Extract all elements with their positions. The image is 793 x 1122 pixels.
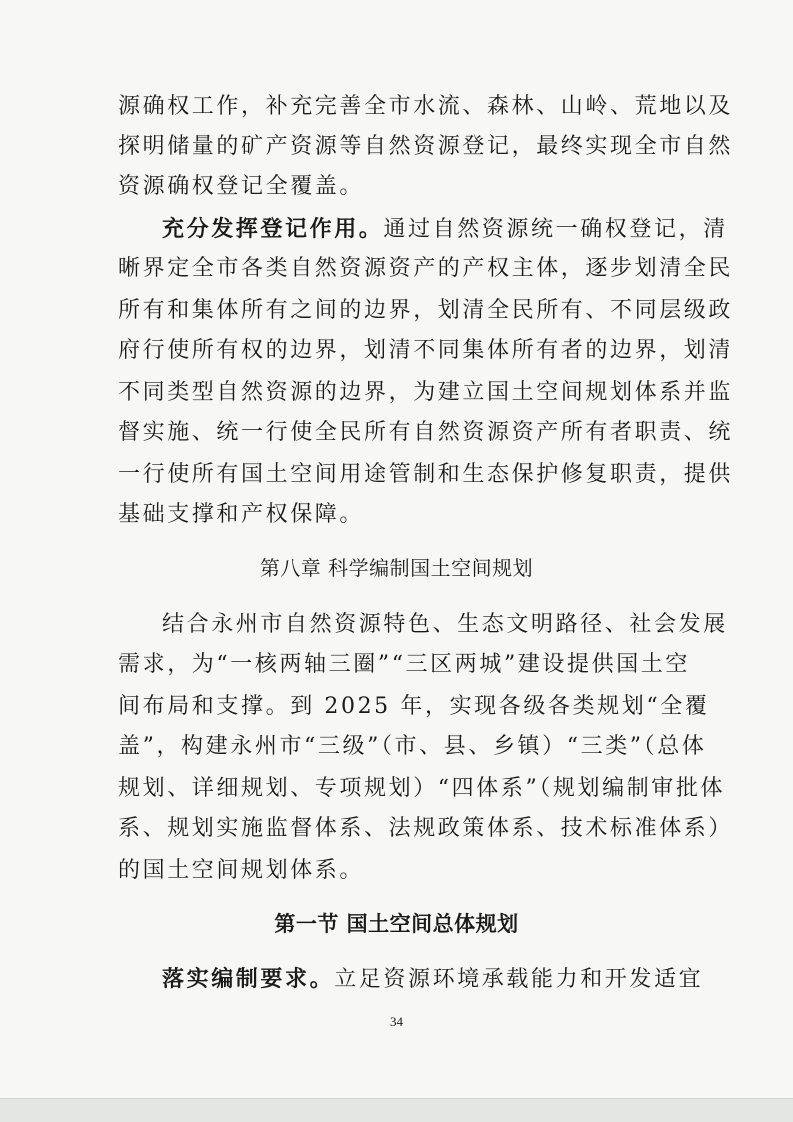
page-number: 34 [390, 1014, 403, 1029]
body-line: 探明储量的矿产资源等自然资源登记，最终实现全市自然 [118, 134, 734, 159]
body-line: 督实施、统一行使全民所有自然资源资产所有者职责、统 [118, 420, 734, 445]
body-line: 府行使所有权的边界，划清不同集体所有者的边界，划清 [118, 338, 734, 363]
paragraph-text: 通过自然资源统一确权登记，清 [383, 217, 728, 242]
body-line: 资源确权登记全覆盖。 [118, 174, 365, 199]
paragraph-lead: 充分发挥登记作用。 [162, 216, 384, 242]
body-line: 结合永州市自然资源特色、生态文明路径、社会发展 [162, 612, 728, 637]
body-line: 所有和集体所有之间的边界，划清全民所有、不同层级政 [118, 298, 734, 323]
paragraph-lead: 落实编制要求。 [162, 966, 335, 992]
body-line: 的国土空间规划体系。 [118, 858, 365, 883]
body-line: 系、规划实施监督体系、法规政策体系、技术标准体系） [118, 816, 734, 841]
body-line: 不同类型自然资源的边界，为建立国土空间规划体系并监 [118, 380, 734, 405]
body-line: 晰界定全市各类自然资源资产的产权主体，逐步划清全民 [118, 256, 734, 281]
paragraph-first-line [162, 214, 728, 245]
body-line: 基础支撑和产权保障。 [118, 502, 365, 527]
section-heading: 第一节 国土空间总体规划 [274, 911, 519, 936]
chapter-heading: 第八章 科学编制国土空间规划 [259, 556, 534, 580]
body-line: 源确权工作，补充完善全市水流、森林、山岭、荒地以及 [118, 94, 734, 119]
body-line: 规划、详细规划、专项规划）“四体系”（规划编制审批体 [118, 776, 726, 801]
body-line: 一行使所有国土空间用途管制和生态保护修复职责，提供 [118, 462, 734, 487]
paragraph-text: 立足资源环境承载能力和开发适宜 [334, 967, 704, 992]
body-line: 间布局和支撑。到 2025 年，实现各级各类规划“全覆 [118, 694, 710, 719]
body-line: 盖”，构建永州市“三级”（市、县、乡镇）“三类”（总体 [118, 734, 707, 759]
body-line: 需求，为“一核两轴三圈”“三区两城”建设提供国土空 [118, 652, 690, 677]
scan-bottom-edge [0, 1098, 793, 1122]
paragraph-first-line [162, 964, 704, 995]
